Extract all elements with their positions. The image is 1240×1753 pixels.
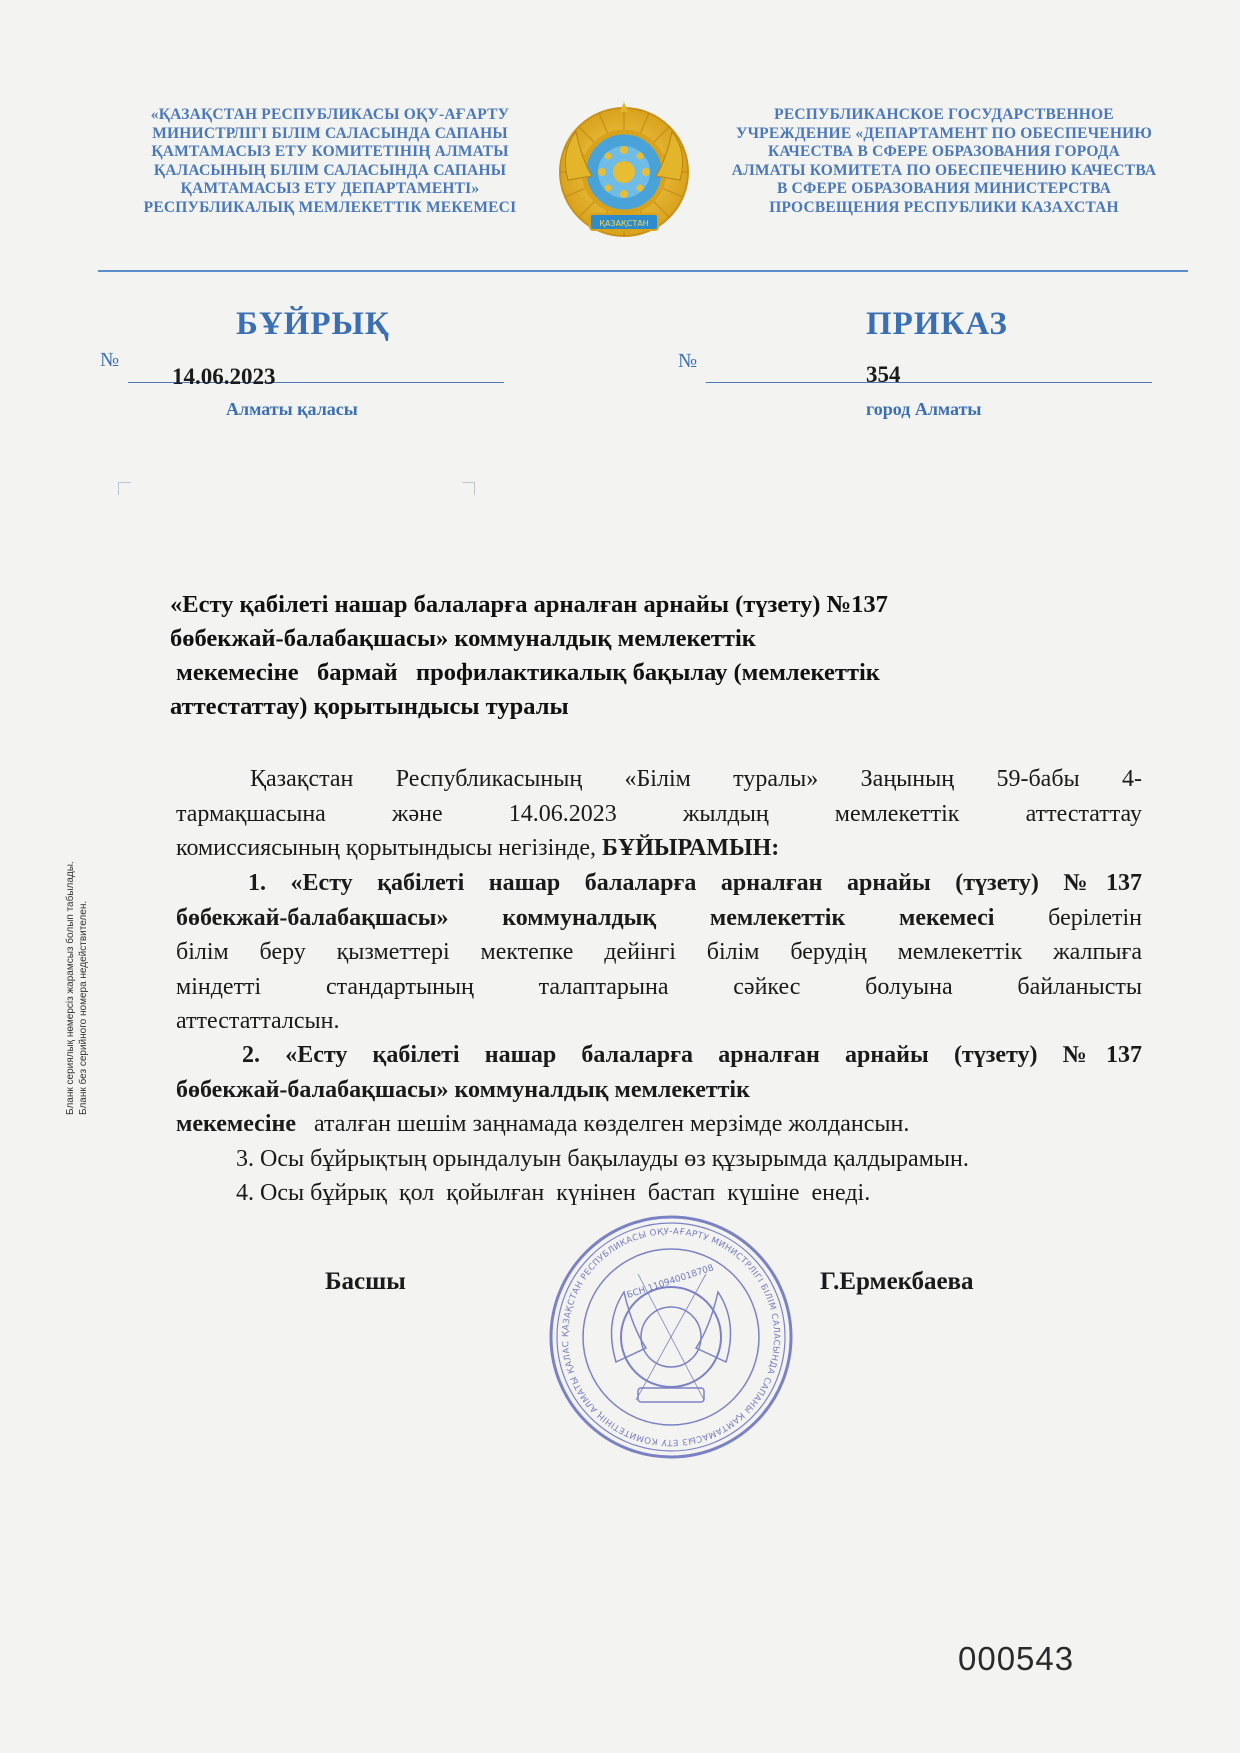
header-right-ru: [714, 106, 1174, 218]
body-line: Қазақстан Республикасының «Білім туралы» Заңының 59-бабы 4-: [250, 766, 1142, 792]
body-text: аталған шешім заңнамада көзделген мерзімде жолдансын.: [295, 1111, 910, 1137]
header-left-line: ҚАМТАМАСЫЗ ЕТУ КОМИТЕТІНІҢ АЛМАТЫ: [151, 143, 509, 161]
body-text: комиссиясының қорытындысы негізінде,: [176, 835, 603, 861]
seal-ring-text: ҚАЗАҚСТАН РЕСПУБЛИКАСЫ ОҚУ-АҒАРТУ МИНИСТРЛІГІ БІЛІМ САЛАСЫНДА САПАНЫ ҚАМТАМАСЫЗ ЕТУ КОМИТЕТІНІҢ АЛМАТЫ ҚАЛАС: [560, 1226, 782, 1448]
order-title-kz: БҰЙРЫҚ: [236, 306, 390, 342]
institution-name: бөбекжай-балабақшасы» коммуналдық мемлекеттік мекемесі: [176, 904, 995, 931]
body-line: бөбекжай-балабақшасы» коммуналдық мемлекеттік: [176, 1076, 750, 1103]
header-left-line: ҚАМТАМАСЫЗ ЕТУ ДЕПАРТАМЕНТІ»: [180, 180, 480, 198]
order-date: 14.06.2023: [172, 364, 276, 389]
preamble-paragraph: [176, 762, 1142, 866]
signatory-name: Г.Ермекбаева: [820, 1268, 974, 1295]
subject-line: мекемесіне бармай профилактикалық бақылау (мемлекеттік: [170, 659, 880, 686]
emblem-ribbon-text: ҚАЗАҚСТАН: [599, 219, 649, 228]
body-line: [176, 831, 1142, 866]
header-left-line: «ҚАЗАҚСТАН РЕСПУБЛИКАСЫ ОҚУ-АҒАРТУ: [150, 106, 510, 123]
body-line: 2. «Есту қабілеті нашар балаларға арналған арнайы (түзету) №137: [242, 1042, 1142, 1068]
header-right-line: В СФЕРЕ ОБРАЗОВАНИЯ МИНИСТЕРСТВА: [776, 180, 1112, 198]
header-left-line: РЕСПУБЛИКАЛЫҚ МЕМЛЕКЕТТІК МЕКЕМЕСІ: [143, 198, 517, 216]
blank-serial-note: [64, 655, 90, 1115]
header-left-line: МИНИСТРЛІГІ БІЛІМ САЛАСЫНДА САПАНЫ: [152, 124, 508, 142]
body-line: 1. «Есту қабілеті нашар балаларға арналған арнайы (түзету) №137: [248, 870, 1142, 896]
header-right-line: РЕСПУБЛИКАНСКОЕ ГОСУДАРСТВЕННОЕ: [774, 106, 1114, 123]
body-line: [176, 1107, 1142, 1142]
state-emblem-icon: [554, 100, 694, 248]
header-left-line: ҚАЛАСЫНЫҢ БІЛІМ САЛАСЫНДА САПАНЫ: [153, 161, 507, 179]
header-right-line: АЛМАТЫ КОМИТЕТА ПО ОБЕСПЕЧЕНИЮ КАЧЕСТВА: [731, 161, 1157, 179]
subject-line: бөбекжай-балабақшасы» коммуналдық мемлекеттік: [170, 625, 756, 652]
address-corner-mark: [462, 482, 475, 495]
institution-name: мекемесіне: [176, 1111, 296, 1137]
header-right-line: КАЧЕСТВА В СФЕРЕ ОБРАЗОВАНИЯ ГОРОДА: [767, 143, 1121, 161]
official-seal: [546, 1212, 796, 1462]
subject-line: «Есту қабілеті нашар балаларға арналған арнайы (түзету) №137: [170, 591, 888, 618]
number-sign-left: №: [100, 349, 120, 371]
order-number: 354: [866, 362, 901, 387]
number-sign-right: №: [678, 350, 698, 372]
order-subject: [170, 588, 1050, 724]
order-verb: БҰЙЫРАМЫН:: [602, 835, 780, 861]
item-1: [176, 866, 1142, 1039]
blank-serial-number: 000543: [958, 1640, 1075, 1677]
side-note-line: Бланк без серийного номера недействителен.: [78, 900, 89, 1115]
signatory-position: Басшы: [325, 1268, 406, 1295]
body-line: [176, 901, 1142, 936]
header-right-line: УЧРЕЖДЕНИЕ «ДЕПАРТАМЕНТ ПО ОБЕСПЕЧЕНИЮ: [736, 124, 1152, 142]
number-field-line: [706, 382, 1152, 383]
city-ru: город Алматы: [866, 399, 982, 419]
seal-bin: БСН 110940018708: [625, 1263, 716, 1301]
item-2: [176, 1038, 1142, 1142]
header-right-line: ПРОСВЕЩЕНИЯ РЕСПУБЛИКИ КАЗАХСТАН: [769, 198, 1119, 216]
order-title-ru: ПРИКАЗ: [866, 306, 1008, 342]
subject-line: аттестаттау) қорытындысы туралы: [170, 693, 569, 720]
header-divider: [98, 270, 1188, 272]
body-line: міндетті стандартының талаптарына сәйкес болуына байланысты: [176, 973, 1142, 1000]
item-3: 3. Осы бұйрықтың орындалуын бақылауды өз құзырымда қалдырамын.: [236, 1146, 969, 1172]
item-4: 4. Осы бұйрық қол қойылған күнінен бастап күшіне енеді.: [236, 1180, 871, 1206]
header-left-kz: [120, 106, 540, 218]
side-note-line: Бланк сериялық нөмерсіз жарамсыз болып табылады.: [65, 861, 76, 1115]
body-line: білім беру қызметтері мектепке дейінгі білім берудің мемлекеттік жалпыға: [176, 939, 1142, 965]
body-line: аттестатталсын.: [176, 1008, 340, 1034]
address-corner-mark: [118, 482, 131, 495]
city-kz: Алматы қаласы: [226, 399, 358, 419]
body-line: тармақшасына және 14.06.2023 жылдың мемлекеттік аттестаттау: [176, 800, 1142, 827]
body-text: берілетін: [994, 904, 1143, 931]
